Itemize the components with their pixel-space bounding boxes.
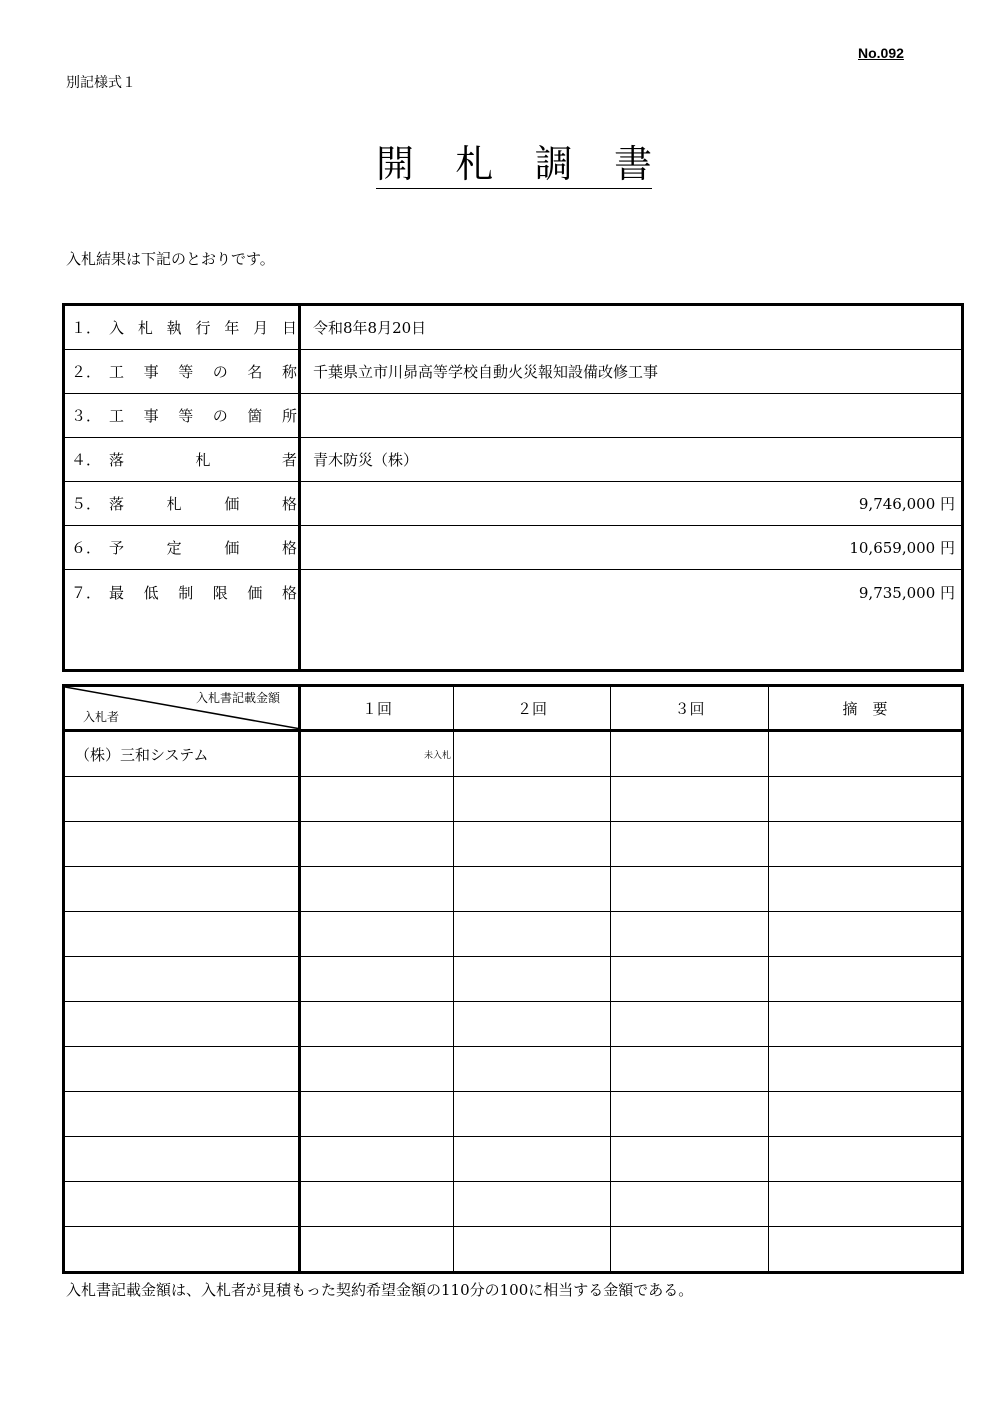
round1-cell: [300, 867, 454, 912]
round2-cell: [454, 1227, 611, 1273]
round2-cell: [454, 777, 611, 822]
info-row-label: 工事等の箇所: [109, 407, 297, 425]
info-row-value: 9,735,000 円: [300, 570, 963, 671]
bidder-cell: [64, 1002, 300, 1047]
summary-cell: [769, 912, 963, 957]
round2-cell: [454, 1002, 611, 1047]
info-row-number: ７．: [71, 584, 102, 602]
round1-cell: [300, 1002, 454, 1047]
info-row-value: 令和8年8月20日: [300, 305, 963, 350]
document-number: No.092: [858, 45, 904, 61]
table-row: [64, 1047, 963, 1092]
info-row-label: 工事等の名称: [109, 363, 297, 381]
info-row-value: 青木防災（株）: [300, 438, 963, 482]
info-row-label: 予定価格: [109, 539, 297, 557]
summary-cell: [769, 1002, 963, 1047]
column-header-round2: ２回: [454, 686, 611, 731]
info-row-label: 最低制限価格: [109, 584, 297, 602]
corner-bottom-label: 入札者: [83, 710, 120, 724]
bidder-cell: [64, 1227, 300, 1273]
table-row: [64, 1227, 963, 1273]
info-row: [64, 350, 963, 394]
round2-cell: [454, 1047, 611, 1092]
table-row: [64, 1182, 963, 1227]
info-row: [64, 394, 963, 438]
summary-cell: [769, 1227, 963, 1273]
round3-cell: [611, 1137, 769, 1182]
page-title: 開札調書: [376, 140, 652, 189]
round1-cell: [300, 957, 454, 1002]
info-row-number: １．: [71, 319, 102, 337]
summary-cell: [769, 867, 963, 912]
table-row: [64, 912, 963, 957]
corner-top-label: 入札書記載金額: [195, 691, 280, 705]
round2-cell: [454, 822, 611, 867]
table-row: [64, 1137, 963, 1182]
round3-cell: [611, 957, 769, 1002]
table-row: [64, 957, 963, 1002]
column-header-round1: １回: [300, 686, 454, 731]
table-row: [64, 867, 963, 912]
round2-cell: [454, 912, 611, 957]
round1-cell: [300, 1047, 454, 1092]
column-header-round3: ３回: [611, 686, 769, 731]
info-row: [64, 438, 963, 482]
info-row: [64, 526, 963, 570]
info-row: [64, 570, 963, 671]
round1-cell: [300, 912, 454, 957]
round3-cell: [611, 1002, 769, 1047]
info-row-value: 9,746,000 円: [300, 482, 963, 526]
info-row: [64, 305, 963, 350]
round1-cell: [300, 1137, 454, 1182]
summary-cell: [769, 1047, 963, 1092]
round3-cell: [611, 1227, 769, 1273]
round1-value: 未入札: [423, 750, 451, 761]
summary-cell: [769, 822, 963, 867]
bidder-cell: [64, 1092, 300, 1137]
summary-cell: [769, 957, 963, 1002]
bidder-cell: [64, 912, 300, 957]
info-row-label: 入札執行年月日: [109, 319, 297, 337]
summary-cell: [769, 777, 963, 822]
round3-cell: [611, 822, 769, 867]
round2-cell: [454, 1092, 611, 1137]
table-row: [64, 777, 963, 822]
round1-cell: [300, 1092, 454, 1137]
info-row-number: ６．: [71, 539, 102, 557]
bidder-cell: [64, 867, 300, 912]
info-row-number: ２．: [71, 363, 102, 381]
round2-cell: [454, 1182, 611, 1227]
round1-cell: [300, 1182, 454, 1227]
info-row-value: 千葉県立市川昴高等学校自動火災報知設備改修工事: [300, 350, 963, 394]
summary-cell: [769, 731, 963, 777]
round2-cell: [454, 1137, 611, 1182]
bidder-cell: [64, 1137, 300, 1182]
info-row-value: [300, 394, 963, 438]
bidder-name: （株）三和システム: [64, 731, 300, 777]
round2-cell: [454, 867, 611, 912]
table-row: [64, 1092, 963, 1137]
bid-table: [62, 684, 964, 1274]
intro-text: 入札結果は下記のとおりです。: [66, 250, 275, 268]
round3-cell: [611, 1092, 769, 1137]
summary-cell: [769, 1182, 963, 1227]
info-row-number: ３．: [71, 407, 102, 425]
round3-cell: [611, 777, 769, 822]
table-row: [64, 822, 963, 867]
round3-cell: [611, 1047, 769, 1092]
info-row-label: 落札者: [109, 451, 297, 469]
round2-cell: [454, 957, 611, 1002]
corner-cell: [64, 686, 300, 731]
round1-cell: [300, 1227, 454, 1273]
round3-cell: [611, 731, 769, 777]
form-label: 別記様式１: [66, 75, 136, 91]
footnote: 入札書記載金額は、入札者が見積もった契約希望金額の110分の100に相当する金額である。: [66, 1281, 694, 1299]
round3-cell: [611, 1182, 769, 1227]
bid-table-header: [64, 686, 963, 731]
round3-cell: [611, 867, 769, 912]
bidder-cell: [64, 822, 300, 867]
info-row-number: ４．: [71, 451, 102, 469]
info-row: [64, 482, 963, 526]
bidder-cell: [64, 777, 300, 822]
info-row-label: 落札価格: [109, 495, 297, 513]
column-header-summary: 摘 要: [769, 686, 963, 731]
info-row-number: ５．: [71, 495, 102, 513]
round2-cell: [454, 731, 611, 777]
round3-cell: [611, 912, 769, 957]
bidder-cell: [64, 957, 300, 1002]
bidder-cell: [64, 1182, 300, 1227]
summary-cell: [769, 1137, 963, 1182]
round1-cell: [300, 822, 454, 867]
bidder-cell: [64, 1047, 300, 1092]
summary-cell: [769, 1092, 963, 1137]
info-row-value: 10,659,000 円: [300, 526, 963, 570]
table-row: [64, 1002, 963, 1047]
info-table: [62, 303, 964, 672]
table-row: [64, 731, 963, 777]
round1-cell: [300, 777, 454, 822]
round1-cell: [300, 731, 454, 777]
